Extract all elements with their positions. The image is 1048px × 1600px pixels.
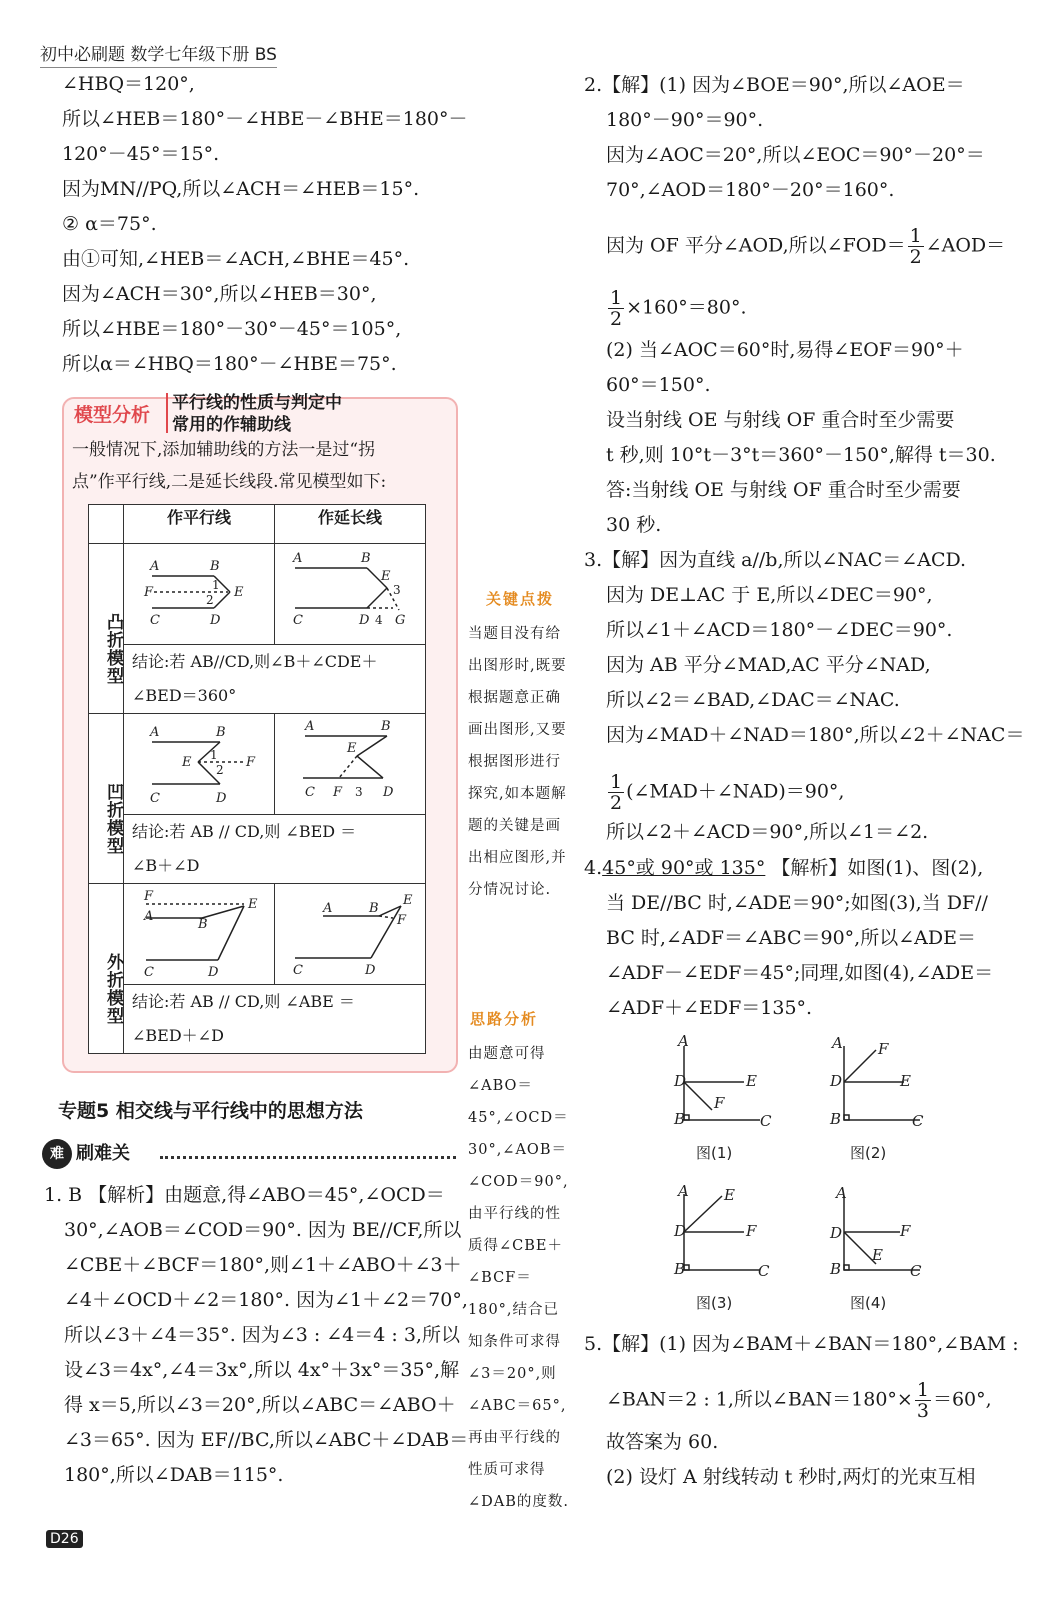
answer-underline: 45°或 90°或 135° [602, 857, 766, 879]
fig-label: E [381, 569, 391, 584]
figure-caption: 图(1) [696, 1144, 733, 1162]
fig-label: C [910, 1262, 922, 1280]
fig-label: F [144, 889, 154, 904]
fig-label: F [900, 1222, 911, 1240]
conclusion-line: 结论:若 AB//CD,则∠B＋∠CDE＋ [132, 652, 378, 671]
fig-label: D [216, 791, 227, 806]
text-line: 30°,∠AOB＝∠COD＝90°. 因为 BE//CF,所以 [64, 1219, 462, 1241]
fraction-num: 1 [909, 225, 922, 247]
text-line: 设当射线 OE 与射线 OF 重合时至少需要 [606, 409, 955, 431]
fig-label: F [397, 913, 407, 928]
fig-label: B [830, 1260, 842, 1278]
table-corner [89, 505, 124, 544]
text-line: 所以α＝∠HBQ＝180°－∠HBE＝75°. [62, 353, 397, 375]
figure-4 [820, 1180, 950, 1320]
text-span: ∠BAN＝2 : 1,所以∠BAN＝180°× [606, 1388, 913, 1411]
fig-label: C [293, 963, 303, 978]
text-line: 当 DE//BC 时,∠ADE＝90°;如图(3),当 DF// [606, 892, 988, 914]
text-span: ×160°＝80°. [626, 296, 747, 319]
fig-label: E [900, 1072, 911, 1090]
model-title [172, 392, 342, 436]
fig-label: C [912, 1112, 924, 1130]
fig-label: A [305, 719, 315, 734]
text-span: 【解析】如图(1)、图(2), [771, 857, 984, 879]
figure-caption: 图(2) [850, 1144, 887, 1162]
fig-label: A [323, 901, 333, 916]
fig-label: D [830, 1224, 843, 1242]
text-line: 所以∠2＝∠BAD,∠DAC＝∠NAC. [606, 689, 900, 711]
fig-label: A [678, 1032, 689, 1050]
fig-label: D [674, 1222, 687, 1240]
figure-outer-extend [275, 884, 426, 985]
text-line: ∠4＋∠OCD＋∠2＝180°. 因为∠1＋∠2＝70°, [64, 1289, 468, 1311]
fig-label: A [144, 909, 154, 924]
fig-label: F [333, 785, 343, 800]
fig-label: B [369, 901, 379, 916]
fig-label: A [293, 551, 303, 566]
figure-3 [660, 1180, 790, 1320]
text-line: 3.【解】因为直线 a//b,所以∠NAC＝∠ACD. [584, 549, 967, 571]
row-label-concave: 凹折模型 [89, 714, 124, 884]
section-title: 专题5 相交线与平行线中的思想方法 [58, 1100, 363, 1122]
fraction-den: 2 [909, 246, 922, 268]
side-note-key: 当题目没有给出图形时,既要根据题意正确画出图形,又要根据图形进行探究,如本题解题的关键是画出相应图形,并分情况讨论. [468, 626, 567, 898]
fraction-num: 1 [916, 1379, 929, 1401]
fig-label: F [746, 1222, 757, 1240]
text-line: 1. B 【解析】由题意,得∠ABO＝45°,∠OCD＝ [44, 1184, 445, 1206]
text-line: 2.【解】(1) 因为∠BOE＝90°,所以∠AOE＝ [584, 74, 965, 96]
figure-concave-parallel [124, 714, 275, 815]
fig-label: C [305, 785, 315, 800]
model-intro-line2: 点”作平行线,二是延长线段.常见模型如下: [72, 472, 387, 492]
fig-label: C [144, 965, 154, 980]
text-line: (2) 设灯 A 射线转动 t 秒时,两灯的光束互相 [606, 1466, 976, 1488]
text-line: 5.【解】(1) 因为∠BAM＋∠BAN＝180°,∠BAM : [584, 1333, 1019, 1355]
figure-outer-parallel [124, 884, 275, 985]
conclusion-outer [124, 985, 426, 1054]
text-line: 故答案为 60. [606, 1431, 719, 1453]
text-span: ＝60°, [932, 1388, 992, 1411]
conclusion-line: ∠BED＝360° [132, 686, 237, 705]
fig-label: C [293, 613, 303, 628]
side-note-idea: 由题意可得∠ABO＝45°,∠OCD＝30°,∠AOB＝∠COD＝90°,由平行线的性质得∠CBE＋∠BCF＝180°,结合已知条件可求得∠3＝20°,则∠ABC＝65°,再由平行线的性质可求得∠DAB的度数. [468, 1046, 570, 1510]
fraction [608, 772, 624, 813]
text-span: 因为 OF 平分∠AOD,所以∠FOD＝ [606, 234, 906, 257]
fraction [915, 1380, 931, 1421]
text-line: 30 秒. [606, 514, 662, 536]
fig-label: D [830, 1072, 843, 1090]
fig-label: 3 [355, 785, 363, 799]
fig-label: B [381, 719, 391, 734]
fig-label: B [216, 725, 226, 740]
fig-label: B [674, 1110, 686, 1128]
outer-extend-figure [275, 884, 425, 980]
model-tag: 模型分析 [74, 404, 151, 426]
text-line: 180°,所以∠DAB＝115°. [64, 1464, 284, 1486]
fraction [608, 288, 624, 329]
text-line: t 秒,则 10°t－3°t＝360°－150°,解得 t＝30. [606, 444, 996, 466]
fig-label: A [836, 1184, 847, 1202]
text-line: 答:当射线 OE 与射线 OF 重合时至少需要 [606, 479, 961, 501]
side-title-key: 关键点拨 [486, 590, 555, 608]
text-line [584, 856, 983, 880]
fig-label: E [724, 1186, 735, 1204]
model-intro-line1: 一般情况下,添加辅助线的方法一是过“拐 [72, 440, 376, 460]
text-line: 60°＝150°. [606, 374, 711, 396]
fig-label: D [365, 963, 376, 978]
text-line [606, 226, 1005, 267]
text-line: 因为∠ACH＝30°,所以∠HEB＝30°, [62, 283, 377, 305]
row-label-outer: 外折模型 [89, 884, 124, 1054]
models-table [88, 504, 426, 1054]
fraction-den: 2 [610, 308, 623, 330]
dotted-divider [160, 1156, 456, 1159]
text-line: 由①可知,∠HEB＝∠ACH,∠BHE＝45°. [62, 248, 410, 270]
fraction-num: 1 [610, 287, 623, 309]
fig-label: C [150, 613, 160, 628]
page-header: 初中必刷题 数学七年级下册 BS [40, 40, 277, 68]
text-span: (∠MAD＋∠NAD)＝90°, [626, 780, 845, 803]
fig-label: D [383, 785, 394, 800]
col-header-parallel: 作平行线 [124, 505, 275, 544]
shuanan-badge: 难 [42, 1139, 72, 1169]
conclusion-line: ∠BED＋∠D [132, 1026, 224, 1045]
figure-caption: 图(3) [696, 1294, 733, 1312]
text-line: 因为∠MAD＋∠NAD＝180°,所以∠2＋∠NAC＝ [606, 724, 1025, 746]
figure-caption: 图(4) [850, 1294, 887, 1312]
fig-label: F [246, 755, 256, 770]
fig-label: B [830, 1110, 842, 1128]
col-header-extend: 作延长线 [275, 505, 426, 544]
text-line: 得 x＝5,所以∠3＝20°,所以∠ABC＝∠ABO＋ [64, 1394, 456, 1416]
fig-label: E [347, 741, 357, 756]
conclusion-line: 结论:若 AB // CD,则 ∠BED ＝ [132, 822, 357, 841]
conclusion-convex [124, 645, 426, 714]
text-line: 180°－90°＝90°. [606, 109, 764, 131]
text-line: 所以∠3＋∠4＝35°. 因为∠3 : ∠4＝4 : 3,所以 [64, 1324, 460, 1346]
text-line: 所以∠HBE＝180°－30°－45°＝105°, [62, 318, 402, 340]
text-line: ∠CBE＋∠BCF＝180°,则∠1＋∠ABO＋∠3＋ [64, 1254, 462, 1276]
text-span: ∠AOD＝ [925, 234, 1006, 257]
shuanan-header [42, 1139, 130, 1169]
side-title-idea: 思路分析 [470, 1010, 539, 1028]
fig-label: 2 [206, 593, 214, 607]
text-line: 所以∠2＋∠ACD＝90°,所以∠1＝∠2. [606, 821, 929, 843]
model-title-line1: 平行线的性质与判定中 [172, 393, 342, 413]
figure-2 [820, 1030, 950, 1170]
fig-label: A [678, 1182, 689, 1200]
fig-label: G [395, 613, 406, 628]
fig-label: D [359, 613, 370, 628]
text-line: ∠ADF－∠EDF＝45°;同理,如图(4),∠ADE＝ [606, 962, 994, 984]
fig-label: B [361, 551, 371, 566]
figure-convex-extend [275, 544, 426, 645]
text-line: 因为∠AOC＝20°,所以∠EOC＝90°－20°＝ [606, 144, 985, 166]
fig-label: D [674, 1072, 687, 1090]
fig-label: D [210, 613, 221, 628]
text-line: 所以∠HEB＝180°－∠HBE－∠BHE＝180°－ [62, 108, 468, 130]
text-line: ∠3＝65°. 因为 EF//BC,所以∠ABC＋∠DAB＝ [64, 1429, 469, 1451]
fraction [908, 226, 924, 267]
concave-parallel-figure [124, 714, 274, 810]
text-span: 4. [584, 857, 603, 879]
text-line: ∠HBQ＝120°, [62, 73, 195, 95]
page-number: D26 [46, 1530, 83, 1548]
fig-label: B [674, 1260, 686, 1278]
fig-label: C [150, 791, 160, 806]
fig-label: E [872, 1246, 883, 1264]
fig-label: F [144, 585, 154, 600]
model-title-line2: 常用的作辅助线 [172, 415, 291, 435]
fraction-num: 1 [610, 771, 623, 793]
fraction-den: 2 [610, 792, 623, 814]
concave-extend-figure [275, 714, 425, 810]
text-line: 因为 DE⊥AC 于 E,所以∠DEC＝90°, [606, 584, 933, 606]
fraction-den: 3 [916, 1400, 929, 1422]
convex-parallel-figure [124, 544, 274, 640]
text-line: 所以∠1＋∠ACD＝180°－∠DEC＝90°. [606, 619, 953, 641]
text-line: 70°,∠AOD＝180°－20°＝160°. [606, 179, 895, 201]
fig-label: B [210, 559, 220, 574]
figure-1 [660, 1030, 790, 1170]
fig-label: E [234, 585, 244, 600]
fig-label: E [182, 755, 192, 770]
fig-label: C [758, 1262, 770, 1280]
fig-label: A [150, 559, 160, 574]
fig-label: 2 [216, 763, 224, 777]
shuanan-label: 刷难关 [76, 1143, 130, 1164]
fig-label: D [208, 965, 219, 980]
fig-label: A [150, 725, 160, 740]
text-line: ② α＝75°. [62, 213, 157, 235]
fig-label: F [878, 1040, 889, 1058]
figure-convex-parallel [124, 544, 275, 645]
text-line: (2) 当∠AOC＝60°时,易得∠EOF＝90°＋ [606, 339, 964, 361]
convex-extend-figure [275, 544, 425, 640]
fig-label: A [832, 1034, 843, 1052]
text-line: BC 时,∠ADF＝∠ABC＝90°,所以∠ADE＝ [606, 927, 976, 949]
fig-label: E [248, 897, 258, 912]
fig-label: F [714, 1094, 725, 1112]
fig-label: B [198, 917, 208, 932]
fig-label: E [746, 1072, 757, 1090]
text-line [606, 1380, 992, 1421]
fig-label: C [760, 1112, 772, 1130]
fig-label: 4 [375, 613, 383, 627]
text-line: 因为MN//PQ,所以∠ACH＝∠HEB＝15°. [62, 178, 420, 200]
fig-label: 1 [212, 578, 220, 592]
text-line: 设∠3＝4x°,∠4＝3x°,所以 4x°＋3x°＝35°,解 [64, 1359, 460, 1381]
row-label-convex: 凸折模型 [89, 544, 124, 714]
text-line: 120°－45°＝15°. [62, 143, 220, 165]
fig-label: 1 [210, 748, 218, 762]
fig-label: E [403, 893, 413, 908]
text-line: 因为 AB 平分∠MAD,AC 平分∠NAD, [606, 654, 931, 676]
conclusion-concave [124, 815, 426, 884]
text-line: ∠ADF＋∠EDF＝135°. [606, 997, 813, 1019]
text-line [606, 772, 844, 813]
text-line [606, 288, 747, 329]
conclusion-line: ∠B＋∠D [132, 856, 200, 875]
conclusion-line: 结论:若 AB // CD,则 ∠ABE ＝ [132, 992, 355, 1011]
figure-concave-extend [275, 714, 426, 815]
fig-label: 3 [393, 583, 401, 597]
outer-parallel-figure [124, 884, 274, 980]
model-separator [166, 393, 168, 433]
